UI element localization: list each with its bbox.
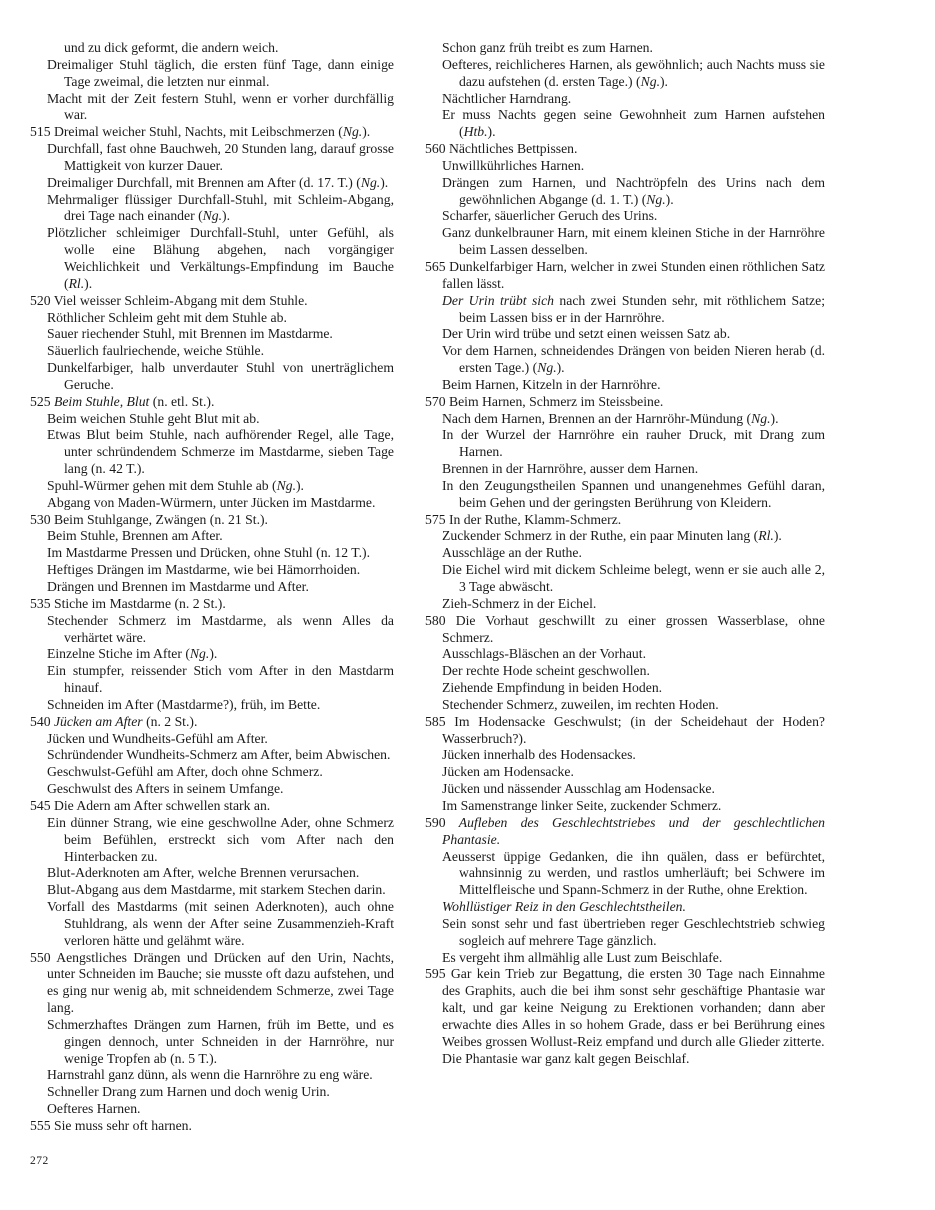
entry-text: Geschwulst-Gefühl am After, doch ohne Schmerz. (47, 764, 323, 780)
entry-text: (n. 2 St.). (142, 713, 198, 729)
symptom-entry (425, 562, 825, 596)
entry-number: 560 (425, 141, 449, 157)
symptom-entry (30, 411, 394, 428)
symptom-entry (30, 326, 394, 343)
entry-text: Geschwulst des Afters in seinem Umfange. (47, 781, 284, 797)
entry-number: 570 (425, 393, 449, 409)
entry-text: Macht mit der Zeit festern Stuhl, wenn er vorher durchfällig war. (47, 90, 394, 123)
entry-number: 565 (425, 258, 450, 274)
symptom-entry (425, 208, 825, 225)
entry-text: Er muss Nachts gegen seine Gewohnheit zum Harnen aufstehen ( (442, 107, 825, 140)
numbered-symptom-entry (425, 714, 825, 748)
entry-number: 530 (30, 511, 54, 527)
entry-text: In den Zeugungstheilen Spannen und unangenehmes Gefühl daran, beim Gehen und der geringsten Berührung von Kleidern. (442, 477, 825, 510)
entry-text: Im Samenstrange linker Seite, zuckender Schmerz. (442, 797, 722, 813)
entry-text: Die Adern am After schwellen stark an. (53, 797, 271, 813)
entry-text: Röthlicher Schleim geht mit dem Stuhle ab. (47, 309, 287, 325)
entry-text: Dunkelfarbiger Harn, welcher in zwei Stunden einen röthlichen Satz fallen lässt. (442, 258, 825, 291)
symptom-entry (425, 680, 825, 697)
entry-text: Jücken und nässender Ausschlag am Hodensacke. (442, 781, 715, 797)
entry-text-italic: Ng. (189, 646, 210, 662)
symptom-entry (30, 91, 394, 125)
entry-text-italic: Jücken am After (53, 713, 143, 729)
entry-text-italic: Ng. (646, 191, 666, 207)
entry-text: Drängen zum Harnen, und Nachtröpfeln des Urins nach dem gewöhnlichen Abgange (d. 1. T.) ( (442, 174, 825, 207)
symptom-entry (425, 697, 825, 714)
entry-text: Sauer riechender Stuhl, mit Brennen im Mastdarme. (47, 326, 333, 342)
entry-text: Vorfall des Mastdarms (mit seinen Aderknoten), auch ohne Stuhldrang, als wenn der After seine Zusammenzieh-Kraft verloren hätte und gelähmt wäre. (47, 899, 394, 948)
entry-text: Etwas Blut beim Stuhle, nach aufhörender Regel, alle Tage, unter schründendem Schmerze im Mastdarme, sieben Tage lang (n. 42 T.). (47, 427, 394, 477)
symptom-entry (425, 764, 825, 781)
entry-text: Aengstliches Drängen und Drücken auf den Urin, Nachts, unter Schneiden im Bauche; sie musste oft dazu aufstehen, und es ging nur wenig ab, mit schneidendem Schmerze, zwei Tage lang. (47, 949, 394, 1016)
symptom-entry (425, 377, 825, 394)
entry-text: Brennen in der Harnröhre, ausser dem Harnen. (442, 461, 699, 477)
symptom-entry (30, 1084, 394, 1101)
symptom-entry (30, 764, 394, 781)
entry-text: Nächtlicher Harndrang. (442, 90, 572, 106)
entry-text: ). (296, 477, 304, 493)
entry-number: 575 (425, 511, 449, 527)
symptom-entry (425, 175, 825, 209)
symptom-entry (425, 461, 825, 478)
entry-text: Dreimaliger Durchfall, mit Brennen am After (d. 17. T.) ( (47, 174, 361, 190)
entry-text-italic: Ng. (276, 477, 296, 493)
numbered-symptom-entry (30, 798, 394, 815)
entry-text-italic: Beim Stuhle, Blut (53, 393, 150, 409)
entry-text: Nach dem Harnen, Brennen an der Harnröhr-Mündung ( (442, 410, 752, 426)
symptom-entry (30, 175, 394, 192)
entry-text: Abgang von Maden-Würmern, unter Jücken im Mastdarme. (47, 494, 376, 510)
symptom-entry (425, 747, 825, 764)
symptom-entry (425, 545, 825, 562)
symptom-entry (425, 1051, 825, 1068)
entry-number: 515 (30, 124, 54, 140)
symptom-entry (425, 40, 825, 57)
symptom-entry (30, 747, 394, 764)
entry-text: Stechender Schmerz, zuweilen, im rechten Hoden. (442, 696, 719, 712)
entry-text-italic: Aufleben des Geschlechtstriebes und der geschlechtlichen Phantasie. (442, 814, 825, 847)
entry-text-italic: Ng. (202, 208, 223, 224)
entry-text: Die Phantasie war ganz kalt gegen Beischlaf. (442, 1050, 690, 1066)
entry-text: ). (660, 73, 668, 89)
entry-text: Zuckender Schmerz in der Ruthe, ein paar Minuten lang ( (442, 528, 759, 544)
symptom-entry (425, 916, 825, 950)
symptom-entry (30, 1101, 394, 1118)
entry-text: Beim Stuhlgange, Zwängen (n. 21 St.). (53, 511, 268, 527)
entry-text: ). (487, 124, 496, 140)
entry-text: Oefteres, reichlicheres Harnen, als gewöhnlich; auch Nachts muss sie dazu aufstehen (d. ersten Tage.) ( (442, 56, 825, 89)
entry-text: Beim Harnen, Kitzeln in der Harnröhre. (442, 376, 661, 392)
numbered-symptom-entry (30, 950, 394, 1017)
entry-number: 595 (425, 966, 451, 982)
entry-text: Scharfer, säuerlicher Geruch des Urins. (442, 208, 658, 224)
entry-text-italic: Ng. (342, 124, 363, 140)
symptom-entry (425, 158, 825, 175)
symptom-entry (425, 950, 825, 967)
entry-text: Schründender Wundheits-Schmerz am After, beim Abwischen. (47, 747, 391, 763)
entry-text: Zieh-Schmerz in der Eichel. (442, 595, 597, 611)
symptom-entry (425, 781, 825, 798)
entry-text: Stiche im Mastdarme (n. 2 St.). (53, 595, 226, 611)
entry-number: 590 (425, 814, 459, 830)
symptom-entry (425, 528, 825, 545)
entry-text-italic: Rl. (758, 528, 774, 544)
symptom-entry (30, 360, 394, 394)
entry-text: Ein stumpfer, reissender Stich vom After in den Mastdarm hinauf. (47, 663, 394, 696)
entry-text: ). (556, 360, 565, 376)
entry-number: 540 (30, 713, 54, 729)
entry-text-italic: Wohllüstiger Reiz in den Geschlechtstheilen. (442, 899, 686, 915)
entry-number: 555 (30, 1118, 54, 1133)
symptom-entry (30, 865, 394, 882)
symptom-entry (30, 478, 394, 495)
symptom-entry (425, 225, 825, 259)
symptom-entry (30, 663, 394, 697)
entry-text: Einzelne Stiche im After ( (47, 646, 190, 662)
entry-number: 550 (30, 949, 57, 965)
entry-text: Ganz dunkelbrauner Harn, mit einem kleinen Stiche in der Harnröhre beim Lassen desselben. (442, 225, 825, 258)
entry-text: Jücken innerhalb des Hodensackes. (442, 747, 636, 763)
entry-text: ). (773, 528, 782, 544)
entry-text: Der rechte Hode scheint geschwollen. (442, 663, 650, 679)
entry-text: Jücken und Wundheits-Gefühl am After. (47, 730, 268, 746)
entry-text-italic: Ng. (751, 410, 771, 426)
numbered-symptom-entry (425, 613, 825, 647)
entry-text: Blut-Abgang aus dem Mastdarme, mit starkem Stechen darin. (47, 882, 386, 898)
numbered-symptom-entry (30, 293, 394, 310)
entry-text: ). (770, 410, 779, 426)
symptom-entry (425, 427, 825, 461)
symptom-entry (30, 613, 394, 647)
numbered-symptom-entry (30, 512, 394, 529)
symptom-entry (425, 411, 825, 428)
entry-text: Heftiges Drängen im Mastdarme, wie bei Hämorrhoiden. (47, 562, 361, 578)
entry-text: Der Urin wird trübe und setzt einen weissen Satz ab. (442, 326, 731, 342)
entry-text: Blut-Aderknoten am After, welche Brennen verursachen. (47, 865, 360, 881)
entry-text-italic: Ng. (640, 73, 660, 89)
symptom-entry (425, 663, 825, 680)
symptom-entry (30, 1067, 394, 1084)
entry-text: Säuerlich faulriechende, weiche Stühle. (47, 343, 265, 359)
symptom-entry (425, 107, 825, 141)
entry-text: Spuhl-Würmer gehen mit dem Stuhle ab ( (47, 477, 277, 493)
entry-text: Dreimaliger Stuhl täglich, die ersten fünf Tage, dann einige Tage zweimal, die letzten nur einmal. (47, 56, 394, 89)
entry-text: ). (84, 275, 93, 291)
symptom-entry (30, 40, 394, 57)
entry-number: 525 (30, 393, 54, 409)
symptom-entry (425, 899, 825, 916)
entry-text: ). (222, 208, 231, 224)
symptom-entry (425, 57, 825, 91)
entry-text: Unwillkührliches Harnen. (442, 157, 585, 173)
numbered-symptom-entry (30, 1118, 394, 1135)
entry-text: In der Wurzel der Harnröhre ein rauher Druck, mit Drang zum Harnen. (442, 427, 825, 460)
entry-text: ). (362, 124, 371, 140)
symptom-entry (30, 495, 394, 512)
entry-text: Gar kein Trieb zur Begattung, die ersten 30 Tage nach Einnahme des Graphits, auch die bei ihm sonst sehr geschäftige Phantasie war kalt, und gar keine Neigung zu Erektionen vorhanden; dann aber erwachte dies Alles in so hohem Grade, dass er bei Berührung eines Weibes grossen Wollust-Reiz empfand und durch alle Glieder zitterte. (442, 966, 825, 1049)
entry-text: Im Hodensacke Geschwulst; (in der Scheidehaut der Hoden? Wasserbruch?). (442, 713, 825, 746)
entry-text: Dreimal weicher Stuhl, Nachts, mit Leibschmerzen ( (53, 124, 343, 140)
entry-text: Oefteres Harnen. (47, 1101, 141, 1117)
symptom-entry (30, 1017, 394, 1068)
numbered-symptom-entry (30, 596, 394, 613)
symptom-entry (30, 882, 394, 899)
numbered-symptom-entry (425, 394, 825, 411)
entry-text-italic: Ng. (360, 174, 381, 190)
entry-text: Aeusserst üppige Gedanken, die ihn quälen, dass er befürchtet, wahnsinnig zu werden, und rastlos umherläuft; bei Schwere im Mittelfleische und Spann-Schmerz in der Ruthe, ohne Erektion. (442, 848, 825, 898)
entry-text: Schneiden im After (Mastdarme?), früh, im Bette. (47, 696, 321, 712)
symptom-entry (30, 697, 394, 714)
left-text-column (30, 40, 394, 1135)
entry-number: 545 (30, 797, 54, 813)
entry-text: Dunkelfarbiger, halb unverdauter Stuhl von unerträglichem Geruche. (47, 360, 394, 392)
numbered-symptom-entry (30, 124, 394, 141)
entry-number: 580 (425, 612, 456, 628)
entry-text: Sie muss sehr oft harnen. (53, 1118, 192, 1133)
entry-text: nach zwei Stunden sehr, mit röthlichem Satze; beim Lassen biss er in der Harnröhre. (459, 292, 826, 325)
entry-text: Nächtliches Bettpissen. (448, 141, 578, 157)
symptom-entry (425, 596, 825, 613)
symptom-entry (425, 478, 825, 512)
symptom-entry (30, 562, 394, 579)
symptom-entry (30, 528, 394, 545)
numbered-symptom-entry (425, 815, 825, 849)
entry-text: Sein sonst sehr und fast übertrieben reger Geschlechtstrieb schwieg sogleich auf mehrere Tage gänzlich. (442, 915, 825, 948)
entry-text: Plötzlicher schleimiger Durchfall-Stuhl, unter Gefühl, als wolle eine Blähung abgehen, nach vorgängiger Weichlichkeit und Verkältungs-Empfindung im Bauche ( (47, 225, 394, 291)
numbered-symptom-entry (30, 394, 394, 411)
entry-text: Mehrmaliger flüssiger Durchfall-Stuhl, mit Schleim-Abgang, drei Tage nach einander ( (47, 191, 394, 224)
symptom-entry (30, 579, 394, 596)
entry-number: 520 (30, 292, 54, 308)
symptom-entry (30, 545, 394, 562)
symptom-entry (425, 343, 825, 377)
entry-text: Beim weichen Stuhle geht Blut mit ab. (47, 410, 260, 426)
entry-text: Jücken am Hodensacke. (442, 764, 574, 780)
symptom-entry (30, 646, 394, 663)
entry-text-italic: Rl. (68, 275, 85, 291)
entry-text: ). (665, 191, 674, 207)
entry-text: Viel weisser Schleim-Abgang mit dem Stuhle. (53, 292, 308, 308)
symptom-entry (30, 225, 394, 292)
entry-text: Durchfall, fast ohne Bauchweh, 20 Stunden lang, darauf grosse Mattigkeit von kurzer Dauer. (47, 141, 394, 173)
entry-text: Schmerzhaftes Drängen zum Harnen, früh im Bette, und es gingen dennoch, unter Schneiden in der Harnröhre, nur wenige Tropfen ab (n. 5 T.). (47, 1016, 394, 1066)
entry-text: Drängen und Brennen im Mastdarme und After. (47, 579, 309, 594)
symptom-entry (30, 57, 394, 91)
symptom-entry (30, 427, 394, 478)
symptom-entry (425, 849, 825, 900)
symptom-entry (30, 899, 394, 950)
entry-text: Stechender Schmerz im Mastdarme, als wenn Alles da verhärtet wäre. (47, 612, 394, 645)
entry-text: (n. etl. St.). (149, 393, 215, 409)
entry-text: Beim Stuhle, Brennen am After. (47, 528, 223, 544)
entry-text: Harnstrahl ganz dünn, als wenn die Harnröhre zu eng wäre. (47, 1067, 373, 1083)
numbered-symptom-entry (425, 141, 825, 158)
right-text-column (425, 40, 825, 1067)
entry-text-italic: Htb. (463, 124, 488, 140)
symptom-entry (30, 731, 394, 748)
entry-text: Es vergeht ihm allmählig alle Lust zum Beischlafe. (442, 949, 723, 965)
entry-text: Die Eichel wird mit dickem Schleime belegt, wenn er sie auch alle 2, 3 Tage abwäscht. (442, 562, 825, 594)
entry-text: Die Vorhaut geschwillt zu einer grossen Wasserblase, ohne Schmerz. (442, 612, 826, 645)
symptom-entry (30, 815, 394, 866)
entry-text: Im Mastdarme Pressen und Drücken, ohne Stuhl (n. 12 T.). (47, 545, 370, 561)
entry-text-italic: Der Urin trübt sich (442, 292, 555, 308)
entry-text-italic: Ng. (537, 360, 557, 376)
entry-text: und zu dick geformt, die andern weich. (64, 40, 279, 55)
entry-text: Ein dünner Strang, wie eine geschwollne Ader, ohne Schmerz beim Befühlen, erstreckt sich vom After nach den Hinterbacken zu. (47, 814, 394, 864)
entry-text: Ausschläge an der Ruthe. (442, 545, 582, 561)
numbered-symptom-entry (425, 259, 825, 293)
entry-text: Vor dem Harnen, schneidendes Drängen von beiden Nieren herab (d. ersten Tage.) ( (442, 343, 825, 376)
entry-number: 585 (425, 713, 455, 729)
entry-text: Ziehende Empfindung in beiden Hoden. (442, 680, 663, 696)
entry-text: ). (209, 646, 218, 662)
symptom-entry (425, 293, 825, 327)
entry-text: ). (380, 174, 389, 190)
symptom-entry (30, 343, 394, 360)
entry-text: Schon ganz früh treibt es zum Harnen. (442, 40, 653, 55)
symptom-entry (30, 192, 394, 226)
numbered-symptom-entry (425, 512, 825, 529)
entry-number: 535 (30, 595, 54, 611)
entry-text: Beim Harnen, Schmerz im Steissbeine. (448, 393, 664, 409)
symptom-entry (30, 310, 394, 327)
symptom-entry (30, 781, 394, 798)
symptom-entry (425, 91, 825, 108)
page-number: 272 (30, 1155, 49, 1167)
entry-text: Ausschlags-Bläschen an der Vorhaut. (442, 646, 647, 662)
symptom-entry (425, 646, 825, 663)
numbered-symptom-entry (425, 966, 825, 1050)
entry-text: Schneller Drang zum Harnen und doch wenig Urin. (47, 1084, 330, 1100)
numbered-symptom-entry (30, 714, 394, 731)
entry-text: In der Ruthe, Klamm-Schmerz. (448, 511, 622, 527)
symptom-entry (425, 798, 825, 815)
symptom-entry (425, 326, 825, 343)
symptom-entry (30, 141, 394, 175)
